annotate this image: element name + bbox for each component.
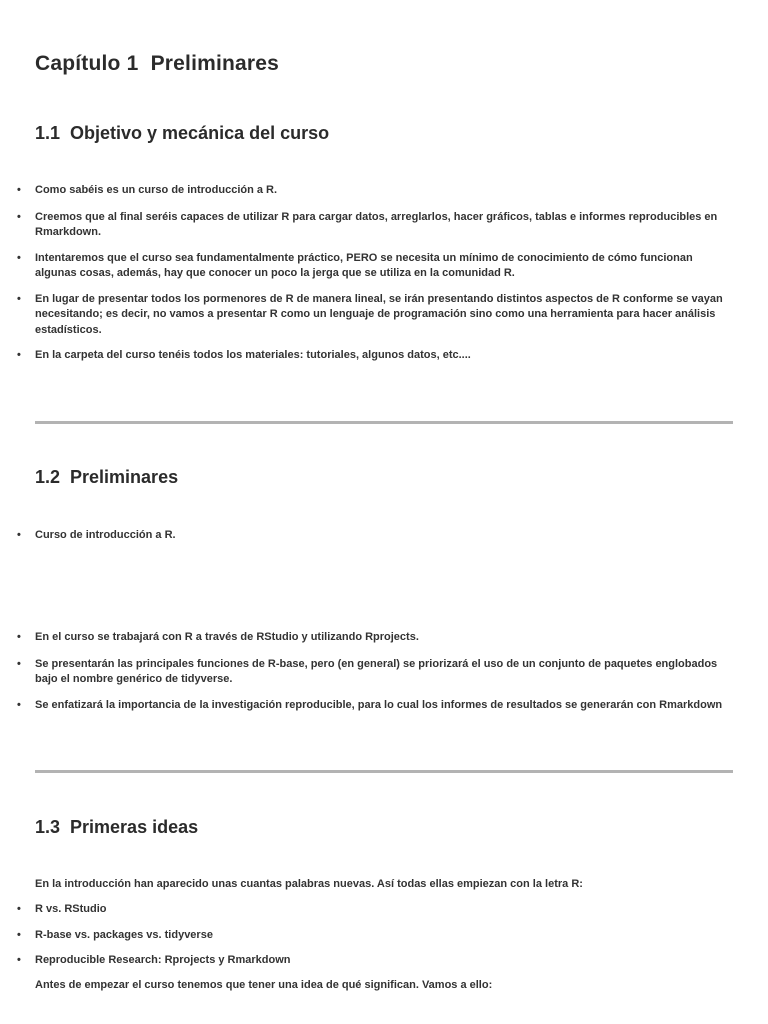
section-1-3-outro: Antes de empezar el curso tenemos que tener una idea de qué significan. Vamos a ello: — [35, 979, 493, 991]
bullet-icon: • — [17, 954, 21, 966]
bullet-icon: • — [17, 349, 21, 361]
list-item: • En el curso se trabajará con R a través de RStudio y utilizando Rprojects. — [0, 630, 768, 646]
bullet-icon: • — [17, 251, 21, 264]
bullet-icon: • — [17, 184, 21, 196]
list-item: • En lugar de presentar todos los pormenores de R de manera lineal, se irán presentando distintos aspectos de R conforme se vayan necesitando; es decir, no vamos a presentar R como un lenguaje de programación sino como una herramienta para hacer análisis estadísticos. — [17, 292, 723, 336]
bullet-icon: • — [17, 928, 21, 941]
list-item: • Se presentarán las principales funciones de R-base, pero (en general) se priorizará el uso de un conjunto de paquetes englobados bajo el nombre genérico de tidyverse. — [17, 657, 718, 685]
bullet-icon: • — [17, 210, 21, 223]
section-divider — [35, 421, 733, 424]
list-item: • Como sabéis es un curso de introducción a R. — [0, 183, 768, 199]
section-1-1-title: 1.1 Objetivo y mecánica del curso — [35, 123, 330, 143]
chapter-title: Capítulo 1 Preliminares — [35, 52, 280, 75]
section-1-3-title: 1.3 Primeras ideas — [35, 817, 199, 837]
bullet-icon: • — [17, 698, 21, 711]
bullet-icon: • — [17, 631, 21, 643]
list-item: • Se enfatizará la importancia de la investigación reproducible, para lo cual los informes de resultados se generarán con Rmarkdown — [0, 698, 768, 714]
list-item: • Curso de introducción a R. — [0, 528, 768, 544]
list-item: • Creemos que al final seréis capaces de utilizar R para cargar datos, arreglarlos, hacer gráficos, tablas e informes reproducibles en Rmarkdown. — [17, 210, 718, 238]
section-1-2-list-a — [0, 528, 768, 544]
bullet-icon: • — [17, 903, 21, 915]
section-1-3-list — [0, 902, 768, 969]
list-item: • Intentaremos que el curso sea fundamentalmente práctico, PERO se necesita un mínimo de conocimiento de cómo funcionan algunas cosas, además, hay que conocer un poco la jerga que se utiliza en la comunidad R. — [17, 251, 693, 279]
section-1-3-intro: En la introducción han aparecido unas cuantas palabras nuevas. Así todas ellas empiezan con la letra R: — [35, 878, 583, 890]
list-item: • R-base vs. packages vs. tidyverse — [0, 928, 768, 944]
list-item: • Reproducible Research: Rprojects y Rmarkdown — [0, 953, 768, 969]
section-1-1-list — [0, 183, 768, 364]
section-1-2-title: 1.2 Preliminares — [35, 467, 179, 487]
list-item: • R vs. RStudio — [0, 902, 768, 918]
section-divider — [35, 770, 733, 773]
bullet-icon: • — [17, 657, 21, 670]
bullet-icon: • — [17, 529, 21, 541]
bullet-icon: • — [17, 292, 21, 305]
section-1-2-list-b — [0, 630, 768, 713]
list-item: • En la carpeta del curso tenéis todos los materiales: tutoriales, algunos datos, etc.... — [0, 348, 768, 364]
